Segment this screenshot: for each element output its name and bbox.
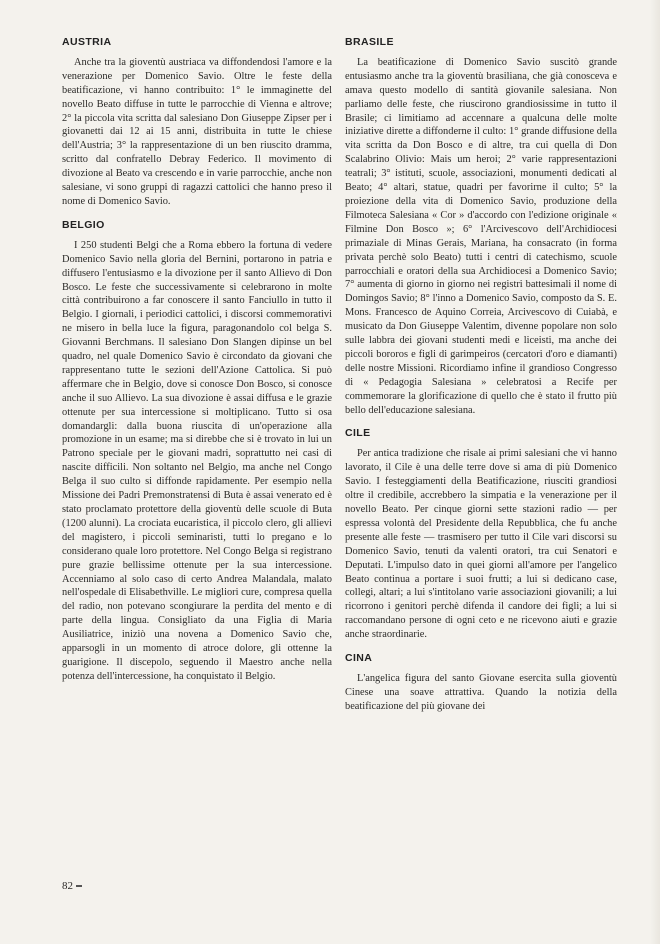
- right-column: [345, 36, 617, 724]
- section-heading-belgio: BELGIO: [62, 218, 105, 231]
- paragraph-austria: Anche tra la gioventù austriaca va diffondendosi l'amore e la venerazione per Domenico Savio. Oltre le feste della beatificazione, vi hanno contribuito: 1° le immaginette del novello Beato diffuse in tutte le parrocchie di Vienna e altrove; 2° la piccola vita scritta dal salesiano Don Giuseppe Zipser per i giovanetti dai 12 ai 15 anni, distribuita in tutte le chiese dell'Austria; 3° la rappresentazione di un ben riuscito dramma, scritto dal confratello Debray Federico. Il movimento di divozione al Beato va crescendo e in varie parrocchie, anche non salesiane, vi sono gruppi di ragazzi cattolici che hanno preso il nome di Domenico Savio.: [62, 56, 332, 207]
- page-number-text: 82: [62, 880, 73, 892]
- section-heading-austria: AUSTRIA: [62, 36, 112, 48]
- page-edge-shadow: [650, 0, 660, 944]
- paragraph-brasile: La beatificazione di Domenico Savio suscitò grande entusiasmo anche tra la gioventù brasiliana, che già conosceva e amava questo modello di santità giovanile salesiana. Non parliamo delle feste, che riuscirono grandiosissime in tutto il Brasile; ci limitiamo ad accennare a qualcuna delle molte iniziative dirette a diffonderne il culto: 1° grande diffusione della vita scritta da Don Bosco e di altre, tra cui quella di Don Scalabrino Olivio: Mais um heroi; 2° varie rappresentazioni teatrali; 3° istituti, scuole, associazioni, monumenti dedicati al Beato; 4° altari, statue, quadri per favorirne il culto; 5° la proiezione della vita di Domenico Savio, produzione della Filmoteca Salesiana « Cor » d'accordo con l'edizione originale « Filmine Don Bosco »; 6° l'Arcivescovo dell'Archidiocesi primaziale di Minas Gerais, Mariana, ha consacrato (in forma privata perchè solo Beato) tutti i centri di catechismo, scuole parrocchiali e oratori della sua Archidiocesi a Domenico Savio; 7° aumenta di giorno in giorno nei registri battesimali il nome di Domingos Savio; 8° l'inno a Domenico Savio, composto da S. E. Mons. Francesco de Aquino Correia, Arcivescovo di Cuiabà, e musicato da Don Giuseppe Valentim, divenne popolare non solo sulle labbra dei giovani studenti medi e liceisti, ma anche dei piccoli bororos e figli di garimpeiros (cercatori d'oro e diamanti) delle nostre Missioni. Ricordiamo infine il grandioso Congresso di « Pedagogia Salesiana » celebratosi a Recife per commemorare la glorificazione di quello che è stato il frutto più bello dell'educazione salesiana.: [345, 56, 617, 416]
- page-number: [62, 880, 82, 892]
- paragraph-cile: Per antica tradizione che risale ai primi salesiani che vi hanno lavorato, il Cile è una delle terre dove si ama di più Domenico Savio. I festeggiamenti della Beatificazione, riusciti grandiosi oltre il credibile, accrebbero la simpatia e la venerazione per il novello Beato. Per cinque giorni sette stazioni radio — per espressa volontà del Presidente della Repubblica, che fu anche presente alle feste — trasmisero per tutto il Cile vari discorsi su Domenico Savio, tenuti da valenti oratori, tra cui Senatori e Deputati. L'impulso dato in quei giorni all'amore per l'angelico Beato continua a portare i suoi frutti; a lui si dedicano case, collegi, altari; a lui s'intitolano varie associazioni giovanili; a lui ricorrono i genitori perchè difenda il candore dei figli; a lui si raccomandano persone di ogni ceto e ne ricevono aiuti e grazie anche straordinarie.: [345, 448, 617, 641]
- section-heading-cile: CILE: [345, 427, 371, 440]
- folio-ornament: [76, 885, 82, 887]
- paragraph-cina: L'angelica figura del santo Giovane esercita sulla gioventù Cinese una soave attrattiva. Quando la notizia della beatificazione del più giovane dei: [345, 672, 617, 712]
- section-heading-brasile: BRASILE: [345, 36, 394, 48]
- section-heading-cina: CINA: [345, 652, 373, 665]
- paragraph-belgio: I 250 studenti Belgi che a Roma ebbero la fortuna di vedere Domenico Savio nella gloria del Bernini, portarono in patria e diffusero l'entusiasmo e la divozione per il santo Allievo di Don Bosco. Le feste che successivamente si celebrarono in molte città contribuirono a far conoscere il santo Fanciullo in tutto il Belgio. I giornali, i periodici cattolici, i discorsi commemorativi ne misero in bella luce la figura, paragonandolo col belga S. Giovanni Berchmans. Il salesiano Don Slangen dipinse un bel quadro, nel quale Domenico Savio è circondato da giovani che rappresentano tutte le sezioni dell'Azione Cattolica. Si può affermare che in Belgio, dove si conosce Don Bosco, si conosce anche il suo Allievo. La sua divozione è assai diffusa e le grazie ottenute per sua intercessione si moltiplicano. Tutto si osa domandargli: dalla buona riuscita di un'operazione alla promozione in un esame; ma si direbbe che si è trovato in lui un Patrono speciale per le giovani madri, soprattutto nei casi di nascite difficili. Non soltanto nel Belgio, ma anche nel Congo Belga il suo culto si diffonde rapidamente. Per esempio nella Missione dei Padri Premonstratensi di Buta è assai venerato ed è stato proclamato protettore della gioventù delle scuole di Buta (1200 alunni). La crociata eucaristica, il piccolo clero, gli allievi del magistero, i piccoli seminaristi, tutti lo pregano e lo considerano quale loro protettore. Nel Congo Belga si registrano pure grazie bellissime ottenute per la sua intercessione. Accenniamo al solo caso di certo Andrea Malandala, malato nell'ospedale di Elisabethville. Le migliori cure, compresa quella del radio, non potevano scongiurare la perdita del mento e di parte della lingua. Consigliato da una Figlia di Maria Ausiliatrice, iniziò una novena a Domenico Savio che, apparsogli in un momento di atroce dolore, gli ottenne la guarigione. Il discepolo, seguendo il Maestro anche nella potenza dell'intercessione, ha conquistato il Belgio.: [62, 239, 332, 682]
- left-column: [62, 36, 332, 694]
